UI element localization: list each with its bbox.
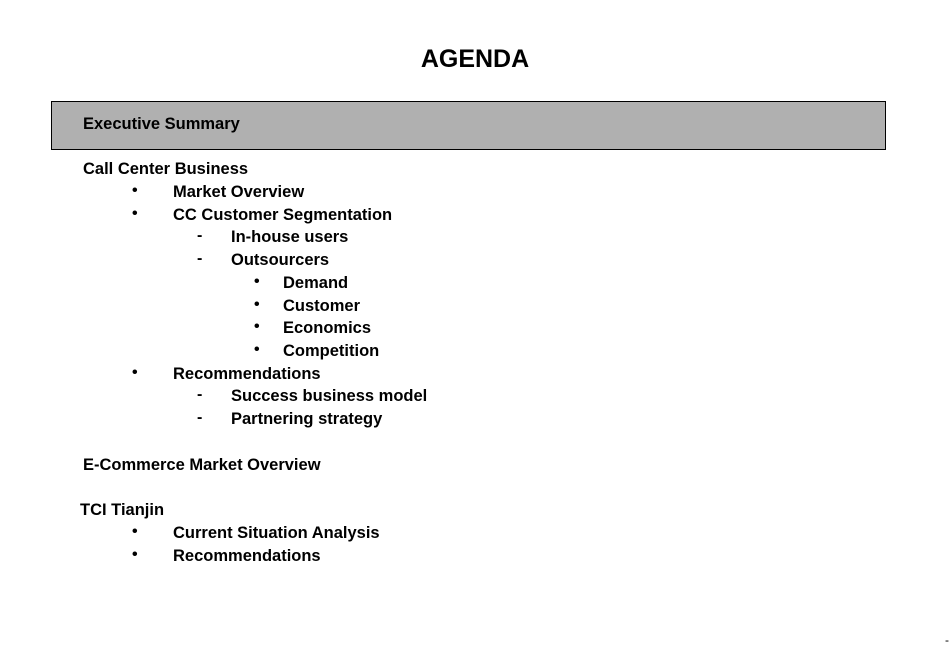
bullet-marker: •: [132, 523, 138, 540]
item-recommendations: Recommendations: [173, 365, 321, 383]
bullet-marker: •: [132, 205, 138, 222]
section-call-center-business: Call Center Business: [83, 160, 249, 178]
dash-marker: -: [197, 227, 203, 244]
page-footer-mark: -: [945, 633, 949, 647]
page-title: AGENDA: [420, 45, 530, 73]
section-tci-tianjin: TCI Tianjin: [80, 501, 165, 519]
item-market-overview: Market Overview: [173, 183, 305, 201]
bullet-marker: •: [132, 546, 138, 563]
subsubitem-economics: Economics: [283, 319, 372, 337]
item-current-situation-analysis: Current Situation Analysis: [173, 524, 380, 542]
bullet-marker: •: [254, 341, 260, 358]
subsubitem-customer: Customer: [283, 297, 361, 315]
bullet-marker: •: [132, 364, 138, 381]
bullet-marker: •: [132, 182, 138, 199]
section-e-commerce-market-overview: E-Commerce Market Overview: [83, 456, 321, 474]
section-executive-summary: Executive Summary: [83, 115, 240, 133]
subitem-in-house-users: In-house users: [231, 228, 349, 246]
dash-marker: -: [197, 386, 203, 403]
subitem-success-business-model: Success business model: [231, 387, 428, 405]
item-cc-customer-segmentation: CC Customer Segmentation: [173, 206, 393, 224]
subitem-partnering-strategy: Partnering strategy: [231, 410, 383, 428]
dash-marker: -: [197, 250, 203, 267]
subsubitem-demand: Demand: [283, 274, 349, 292]
bullet-marker: •: [254, 273, 260, 290]
subsubitem-competition: Competition: [283, 342, 380, 360]
bullet-marker: •: [254, 318, 260, 335]
subitem-outsourcers: Outsourcers: [231, 251, 330, 269]
bullet-marker: •: [254, 296, 260, 313]
dash-marker: -: [197, 409, 203, 426]
item-recommendations-tci: Recommendations: [173, 547, 321, 565]
